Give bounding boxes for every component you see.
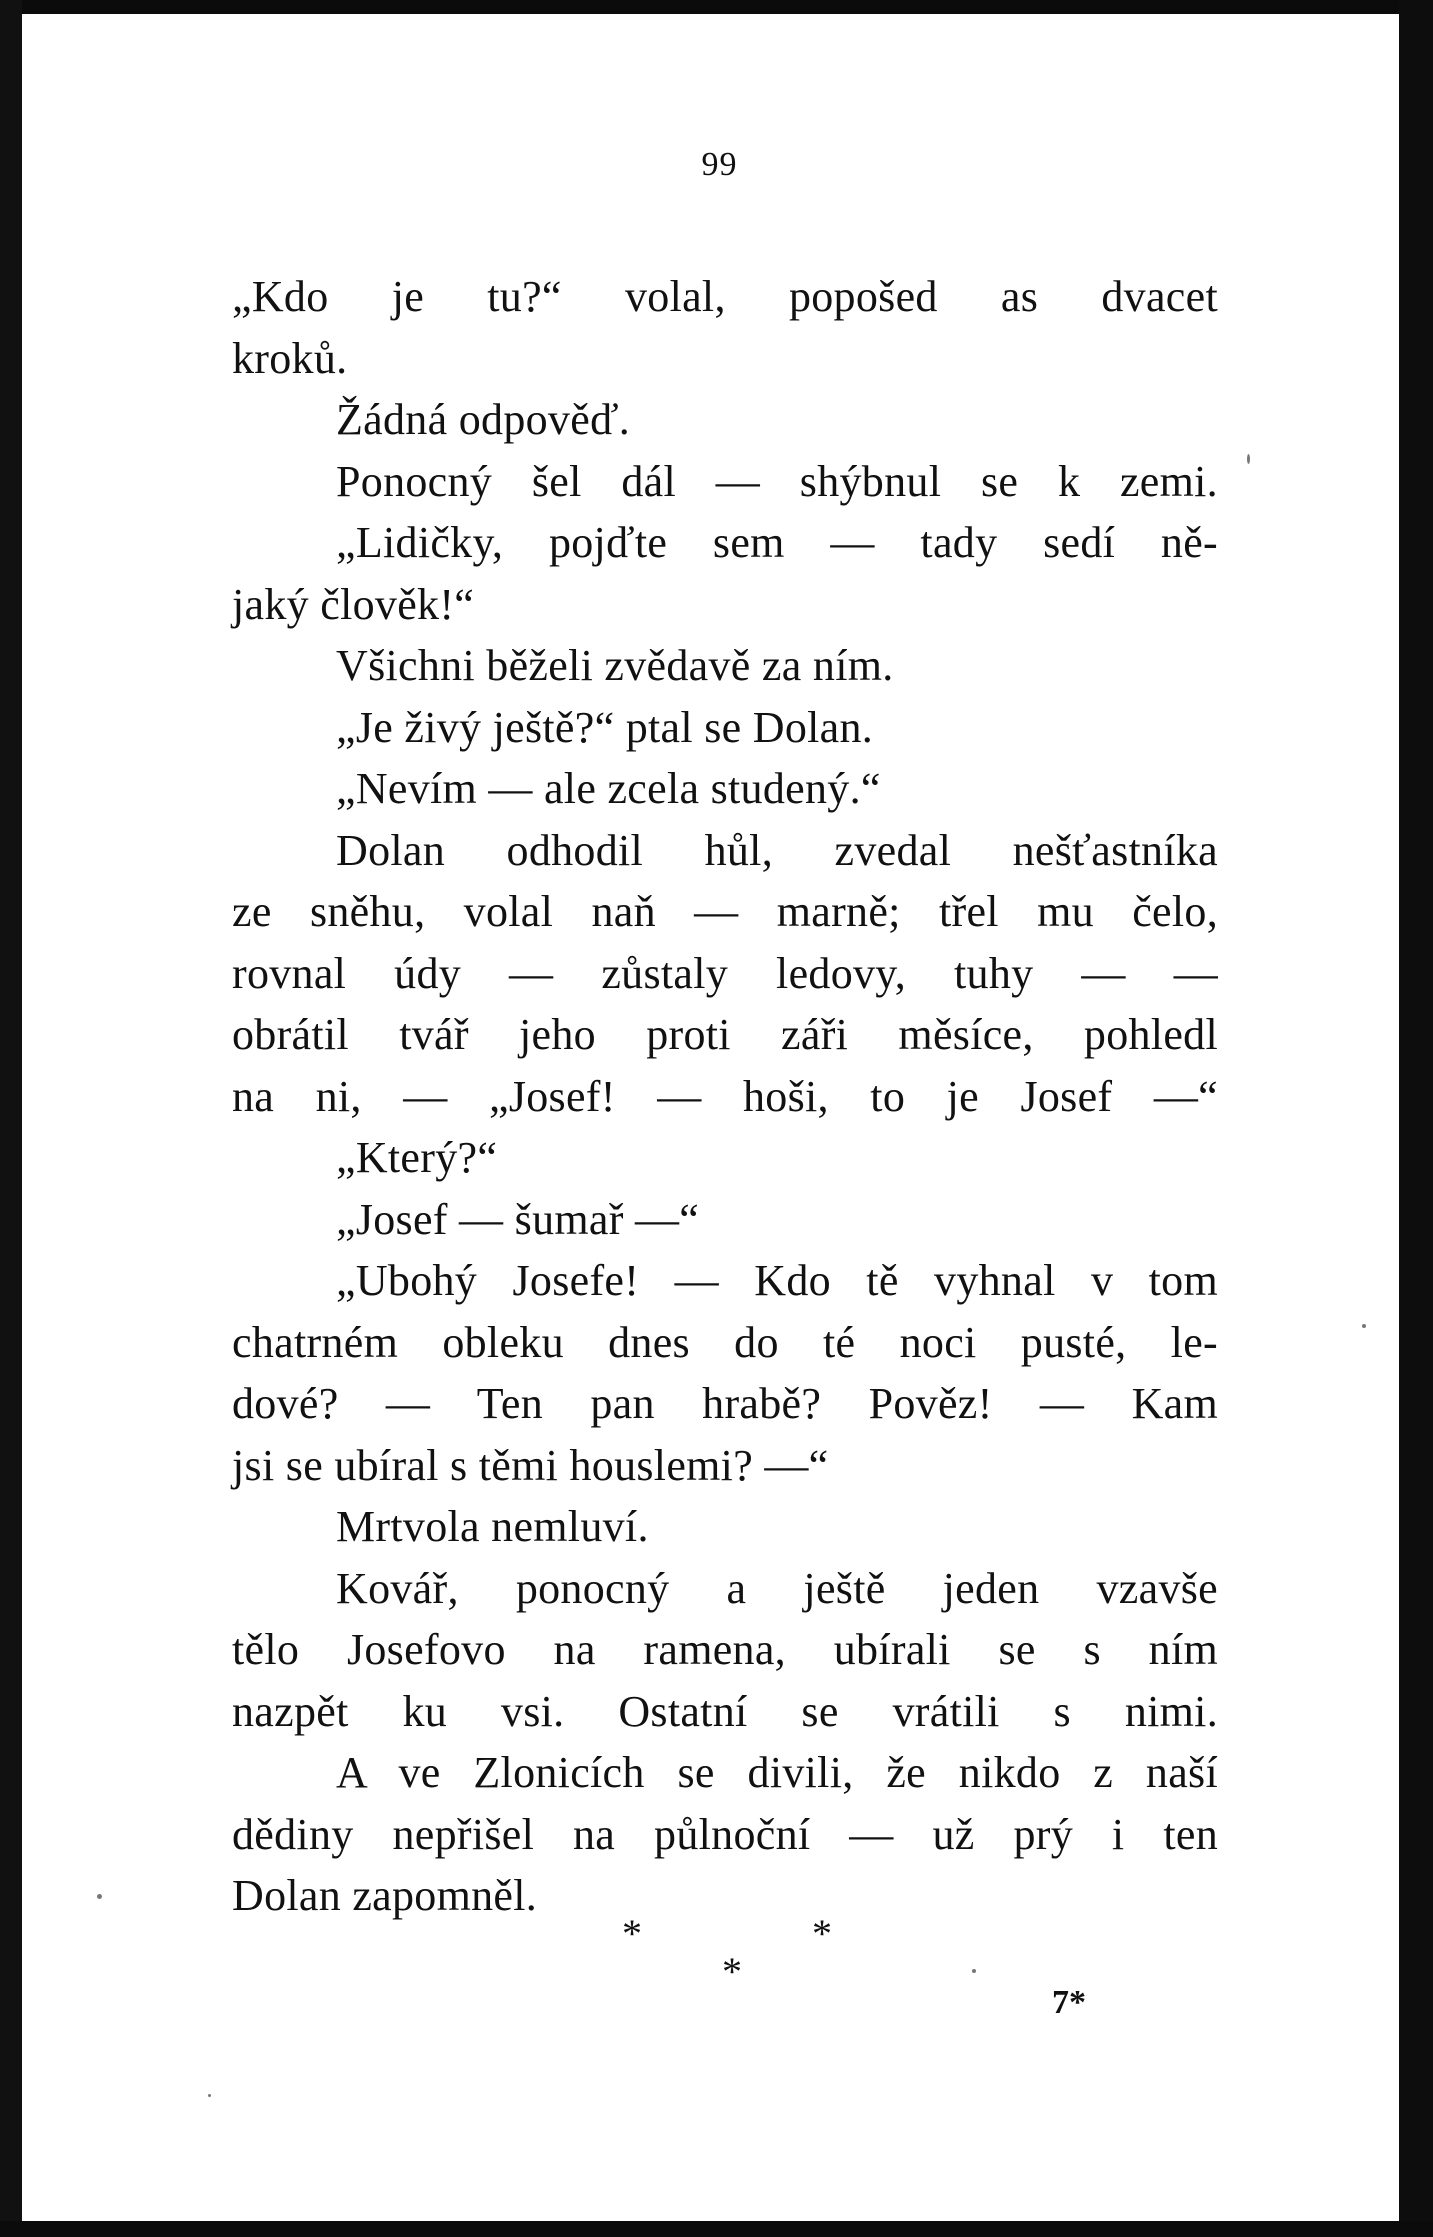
scan-border-right (1399, 0, 1433, 2237)
text-line: „Který?“ (336, 1133, 498, 1182)
text-line: „Ubohý Josefe! — Kdo tě vyhnal v tom (336, 1256, 1218, 1305)
scan-speck (208, 2094, 211, 2097)
text-line: jsi se ubíral s těmi houslemi? —“ (232, 1440, 829, 1490)
book-page (22, 14, 1399, 2221)
text-line: dědiny nepřišel na půlnoční — už prý i ten (232, 1809, 1218, 1859)
text-line: Dolan odhodil hůl, zvedal nešťastníka (336, 825, 1218, 875)
text-line: „Je živý ještě?“ ptal se Dolan. (336, 702, 874, 752)
text-line: Mrtvola nemluví. (336, 1502, 649, 1551)
text-line: rovnal údy — zůstaly ledovy, tuhy — — (232, 948, 1218, 998)
section-break-asterisks (592, 1910, 872, 2010)
text-line: chatrném obleku dnes do té noci pusté, le- (232, 1317, 1218, 1367)
text-line: tělo Josefovo na ramena, ubírali se s ním (232, 1625, 1218, 1674)
page-number: 99 (701, 146, 738, 183)
text-line: Žádná odpověď. (336, 395, 631, 444)
asterisk: * (812, 1911, 832, 1956)
scan-border-top (0, 0, 1433, 14)
text-line: obrátil tvář jeho proti záři měsíce, pohledl (232, 1010, 1218, 1059)
scan-speck (97, 1894, 102, 1899)
text-line: „Josef — šumař —“ (336, 1194, 700, 1244)
text-line: ze sněhu, volal naň — marně; třel mu čelo, (232, 887, 1218, 936)
text-line: Dolan zapomněl. (232, 1871, 538, 1920)
text-line: „Lidičky, pojďte sem — tady sedí ně- (336, 518, 1218, 567)
text-line: na ni, — „Josef! — hoši, to je Josef —“ (232, 1071, 1218, 1121)
asterisk: * (722, 1949, 742, 1994)
body-text (232, 266, 1218, 1927)
text-line: dové? — Ten pan hrabě? Pověz! — Kam (232, 1379, 1218, 1428)
scan-speck (1247, 454, 1250, 464)
text-line: A ve Zlonicích se divili, že nikdo z naší (336, 1748, 1218, 1797)
text-line: Ponocný šel dál — shýbnul se k zemi. (336, 456, 1218, 506)
text-line: Kovář, ponocný a ještě jeden vzavše (336, 1563, 1218, 1613)
scan-border-bottom (0, 2221, 1433, 2237)
text-line: „Nevím — ale zcela studený.“ (336, 764, 881, 813)
text-line: nazpět ku vsi. Ostatní se vrátili s nimi. (232, 1686, 1218, 1736)
scan-border-left (0, 0, 22, 2237)
asterisk: * (622, 1911, 642, 1956)
printer-signature-mark: 7* (1052, 1984, 1086, 2021)
text-line: „Kdo je tu?“ volal, popošed as dvacet (232, 272, 1218, 321)
text-line: jaký člověk!“ (232, 579, 475, 629)
text-line: kroků. (232, 333, 348, 383)
scan-speck (1362, 1324, 1366, 1328)
scan-speck (972, 1969, 976, 1973)
text-line: Všichni běželi zvědavě za ním. (336, 641, 894, 690)
